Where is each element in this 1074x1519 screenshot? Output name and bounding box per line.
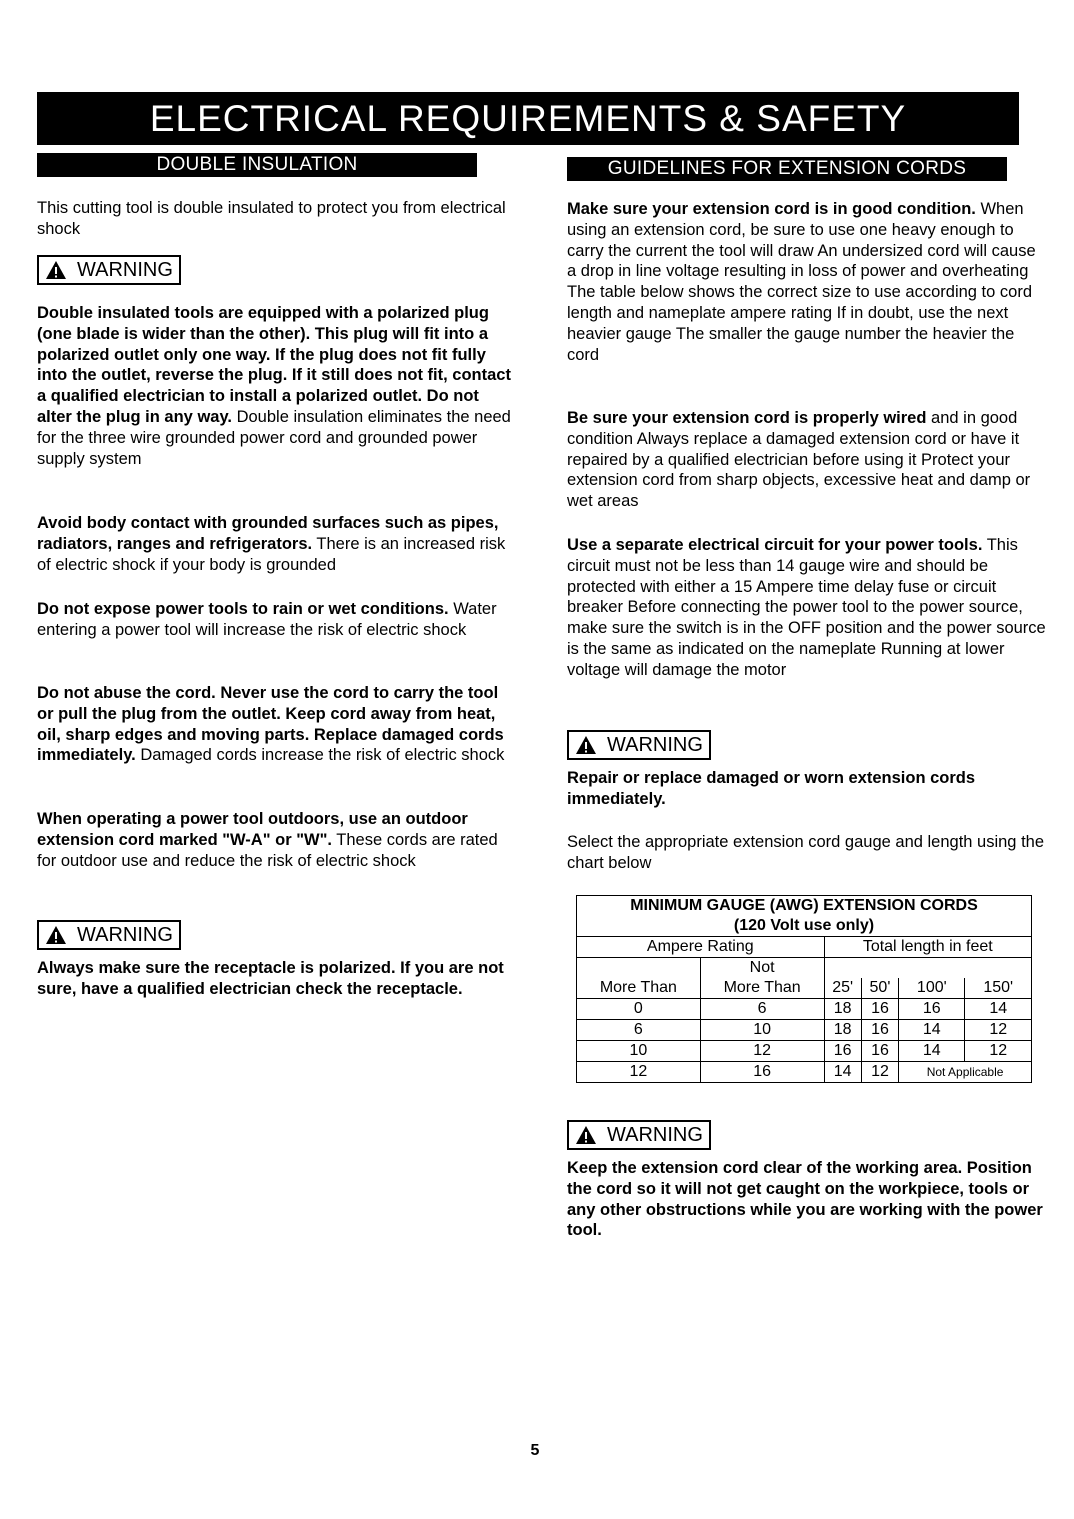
table-not-row — [577, 958, 1032, 979]
warning-box-3 — [567, 730, 711, 760]
table-row — [577, 1062, 1032, 1083]
table-cell: 14 — [965, 999, 1032, 1020]
table-group-header-row — [577, 937, 1032, 958]
warning-box-2 — [37, 920, 181, 950]
bold-text: Do not expose power tools to rain or wet conditions. — [37, 600, 449, 618]
not-applicable-cell: Not Applicable — [899, 1062, 1032, 1083]
section-header-extension-cords: GUIDELINES FOR EXTENSION CORDS — [567, 157, 1007, 181]
regular-text: When using an extension cord, be sure to use one heavy enough to carry the current the tool will draw An undersized cord will cause a drop in line voltage resulting in loss of power and overheating The table below shows the correct size to use according to cord length and nameplate ampere rating If in doubt, use the next heavier gauge The smaller the gauge number the heavier the cord — [567, 200, 1036, 364]
table-row — [577, 999, 1032, 1020]
cord-abuse-paragraph — [37, 683, 515, 766]
warning-box-4 — [567, 1120, 711, 1150]
warning-triangle-icon — [45, 925, 67, 945]
table-cell: 16 — [700, 1062, 824, 1083]
table-cell: 14 — [899, 1041, 965, 1062]
regular-text: Damaged cords increase the risk of electric shock — [135, 746, 505, 765]
table-row — [577, 1041, 1032, 1062]
repair-cords-paragraph — [567, 768, 1047, 810]
length-150-header: 150' — [965, 978, 1032, 999]
not-more-than-header: More Than — [700, 978, 824, 999]
bold-text: Always make sure the receptacle is polarized. If you are not sure, have a qualified electrician check the receptacle. — [37, 959, 504, 998]
table-cell: 18 — [824, 1020, 861, 1041]
regular-text: Double insulation eliminates the need for the three wire grounded power cord and grounded power supply system — [37, 407, 511, 468]
table-cell: 12 — [700, 1041, 824, 1062]
regular-text: This circuit must not be less than 14 gauge wire and should be protected with either a 15 Ampere time delay fuse or circuit breaker Before connecting the power tool to the power source, make sure the switch is in the OFF position and the power source is the same as indicated on the nameplate Running at lower voltage will damage the motor — [567, 536, 1046, 679]
select-gauge-paragraph: Select the appropriate extension cord gauge and length using the chart below — [567, 833, 1045, 872]
table-cell: 16 — [861, 1041, 898, 1062]
table-title: MINIMUM GAUGE (AWG) EXTENSION CORDS — [577, 896, 1032, 917]
warning-box-1 — [37, 255, 181, 285]
cord-wiring-paragraph — [567, 408, 1047, 512]
table-cell: 18 — [824, 999, 861, 1020]
bold-text: Make sure your extension cord is in good condition. — [567, 200, 976, 218]
table-cell: 0 — [577, 999, 701, 1020]
regular-text: There is an increased risk of electric shock if your body is grounded — [37, 534, 506, 574]
table-cell: 6 — [700, 999, 824, 1020]
separate-circuit-paragraph — [567, 535, 1047, 681]
warning-triangle-icon — [45, 260, 67, 280]
table-cell: 12 — [861, 1062, 898, 1083]
regular-text: and in good condition Always replace a damaged extension cord or have it repaired by a qualified electrician before using it Protect your extension cord from sharp objects, excessive heat and damp or wet areas — [567, 409, 1031, 511]
regular-text: These cords are rated for outdoor use and reduce the risk of electric shock — [37, 830, 498, 870]
page-number: 5 — [530, 1442, 540, 1459]
table-cell: 12 — [965, 1020, 1032, 1041]
warning-label: WARNING — [607, 734, 703, 756]
table-cell: 12 — [577, 1062, 701, 1083]
section-header-double-insulation: DOUBLE INSULATION — [37, 153, 477, 177]
table-cell: 12 — [965, 1041, 1032, 1062]
bold-text: Keep the extension cord clear of the working area. Position the cord so it will not get caught on the workpiece, tools or any other obstructions while you are working with the power tool. — [567, 1159, 1043, 1240]
bold-text: Use a separate electrical circuit for your power tools. — [567, 536, 983, 554]
table-row — [577, 1020, 1032, 1041]
more-than-header: More Than — [577, 978, 701, 999]
grounded-surfaces-paragraph — [37, 513, 515, 575]
table-subtitle-row — [577, 916, 1032, 937]
length-50-header: 50' — [861, 978, 898, 999]
warning-label: WARNING — [77, 259, 173, 281]
total-length-header: Total length in feet — [824, 937, 1032, 958]
length-25-header: 25' — [824, 978, 861, 999]
regular-text: Water entering a power tool will increase the risk of electric shock — [37, 600, 497, 639]
bold-text: Do not abuse the cord. Never use the cord to carry the tool or pull the plug from the outlet. Keep cord away from heat, oil, sharp edges and moving parts. Replace damaged cords immediately. — [37, 684, 504, 765]
table-cell: 6 — [577, 1020, 701, 1041]
extension-cord-gauge-table — [576, 895, 1032, 1083]
table-cell: 16 — [861, 999, 898, 1020]
table-cell: 10 — [577, 1041, 701, 1062]
table-cell — [824, 958, 1032, 979]
keep-cord-clear-paragraph — [567, 1158, 1047, 1241]
receptacle-paragraph — [37, 958, 515, 1000]
table-cell: 16 — [861, 1020, 898, 1041]
warning-triangle-icon — [575, 735, 597, 755]
warning-label: WARNING — [77, 924, 173, 946]
rain-paragraph — [37, 599, 515, 641]
outdoor-paragraph — [37, 809, 515, 871]
not-label: Not — [700, 958, 824, 979]
cord-condition-paragraph — [567, 199, 1047, 365]
bold-text: When operating a power tool outdoors, use an outdoor extension cord marked "W-A" or "W". — [37, 810, 468, 849]
bold-text: Avoid body contact with grounded surfaces such as pipes, radiators, ranges and refrigerators. — [37, 514, 499, 553]
table-cell: 14 — [899, 1020, 965, 1041]
table-column-header-row — [577, 978, 1032, 999]
table-cell: 10 — [700, 1020, 824, 1041]
table-cell: 16 — [899, 999, 965, 1020]
table-cell — [577, 958, 701, 979]
table-cell: 16 — [824, 1041, 861, 1062]
table-subtitle: (120 Volt use only) — [577, 916, 1032, 937]
table-title-row — [577, 896, 1032, 917]
warning-label: WARNING — [607, 1124, 703, 1146]
warning-triangle-icon — [575, 1125, 597, 1145]
bold-text: Repair or replace damaged or worn extension cords immediately. — [567, 769, 976, 808]
bold-text: Be sure your extension cord is properly wired — [567, 409, 927, 427]
bold-text: Double insulated tools are equipped with a polarized plug (one blade is wider than the other). This plug will fit into a polarized outlet only one way. If the plug does not fit fully into the outlet, reverse the plug. If it still does not fit, contact a qualified electrician to install a polarized outlet. Do not alter the plug in any way. — [37, 304, 511, 426]
table-cell: 14 — [824, 1062, 861, 1083]
polarized-plug-paragraph — [37, 303, 515, 469]
length-100-header: 100' — [899, 978, 965, 999]
page-title-banner: ELECTRICAL REQUIREMENTS & SAFETY — [37, 92, 1019, 145]
ampere-rating-header: Ampere Rating — [577, 937, 825, 958]
intro-paragraph: This cutting tool is double insulated to protect you from electrical shock — [37, 199, 506, 238]
